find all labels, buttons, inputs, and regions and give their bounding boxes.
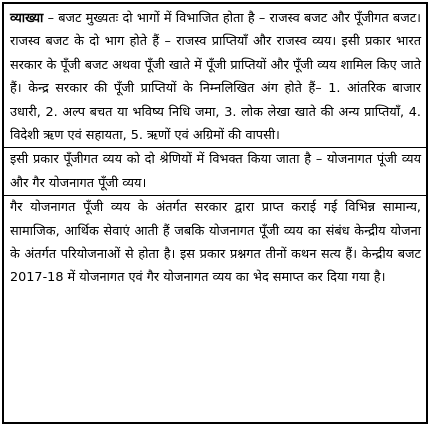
non-plan-paragraph: गैर योजनागत पूँजी व्यय के अंतर्गत सरकार द्वारा प्राप्त कराई गई विभिन्न सामान्य, सामाजिक, आर्थिक सेवाएं आती हैं जबकि योजनागत पूँजी व्यय का संबंध केन्द्रीय योजना के अंतर्गत परियोजनाओं से होता है। इस प्रकार प्रश्नगत तीनों कथन सत्य हैं। केन्द्रीय बजट 2017-18 में योजनागत एवं गैर योजनागत व्यय का भेद समाप्त कर दिया गया है।: [4, 195, 426, 290]
intro-paragraph: [10, 7, 421, 147]
intro-text: – बजट मुख्यतः दो भागों में विभाजित होता है – राजस्व बजट और पूँजीगत बजट। राजस्व बजट के दो भाग होते हैं – राजस्व प्राप्तियाँ और राजस्व व्यय। इसी प्रकार भारत सरकार के पूँजी बजट अथवा पूँजी खाते में पूँजी प्राप्तियों और पूँजी व्यय शामिल किए जाते हैं। केन्द्र सरकार की पूँजी प्राप्तियों के निम्नलिखित अंग होते हैं– 1. आंतरिक बाजार उधारी, 2. अल्प बचत या भविष्य निधि जमा, 3. लोक लेखा खाते की अन्य प्राप्तियाँ, 4. विदेशी ऋण एवं सहायता, 5. ऋणों एवं अग्रिमों की वापसी।: [10, 11, 421, 144]
explanation-box: [2, 2, 428, 424]
explanation-label: व्याख्या: [10, 11, 44, 26]
capital-expenditure-paragraph: इसी प्रकार पूँजीगत व्यय को दो श्रेणियों में विभक्त किया जाता है – योजनागत पूंजी व्यय और गैर योजनागत पूँजी व्यय।: [4, 147, 426, 195]
